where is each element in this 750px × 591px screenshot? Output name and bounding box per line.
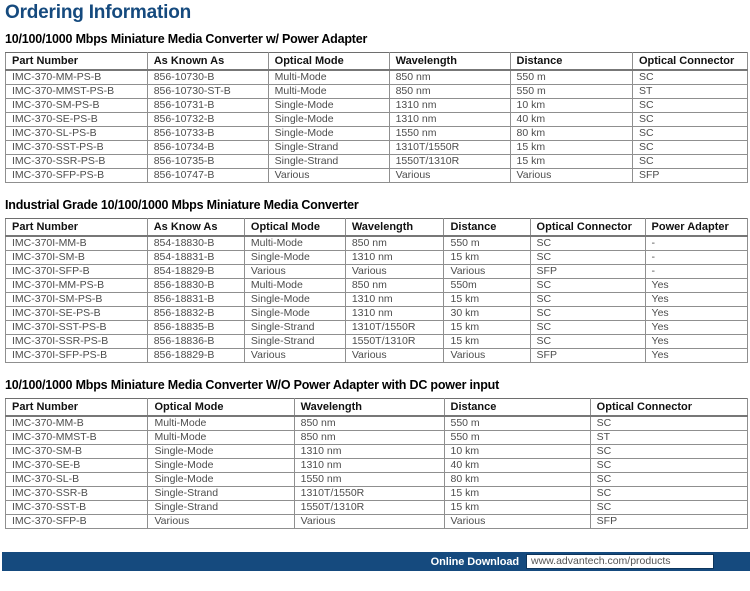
- table-cell: Various: [444, 515, 590, 529]
- table-cell: 15 km: [444, 321, 530, 335]
- table-cell: IMC-370I-SFP-B: [6, 265, 148, 279]
- table-cell: 856-18832-B: [147, 307, 244, 321]
- header-row: [6, 53, 748, 71]
- table-cell: SC: [530, 307, 645, 321]
- column-header: Optical Mode: [268, 53, 389, 71]
- table-cell: 15 km: [444, 251, 530, 265]
- table-cell: 30 km: [444, 307, 530, 321]
- table-cell: Multi-Mode: [148, 431, 294, 445]
- table-row: [6, 113, 748, 127]
- table-cell: Single-Mode: [268, 113, 389, 127]
- table-cell: SC: [632, 70, 747, 85]
- table-cell: 80 km: [444, 473, 590, 487]
- table-cell: 550 m: [444, 236, 530, 251]
- table-cell: 80 km: [510, 127, 632, 141]
- table-row: [6, 321, 748, 335]
- table-cell: 850 nm: [294, 431, 444, 445]
- table-cell: 15 km: [444, 487, 590, 501]
- table-cell: 1310 nm: [345, 293, 444, 307]
- table-row: [6, 416, 748, 431]
- table-cell: Various: [444, 265, 530, 279]
- online-download-label: Online Download: [430, 555, 519, 568]
- table-cell: Multi-Mode: [244, 279, 345, 293]
- table-cell: Single-Strand: [244, 321, 345, 335]
- table-cell: 1310T/1550R: [345, 321, 444, 335]
- table-cell: SC: [590, 487, 747, 501]
- table-cell: 850 nm: [345, 236, 444, 251]
- table-cell: 1310T/1550R: [389, 141, 510, 155]
- table-cell: SC: [530, 335, 645, 349]
- column-header: Wavelength: [294, 399, 444, 417]
- table-cell: SC: [590, 473, 747, 487]
- column-header: Wavelength: [389, 53, 510, 71]
- table-cell: 850 nm: [389, 70, 510, 85]
- column-header: Optical Mode: [148, 399, 294, 417]
- table-cell: Various: [148, 515, 294, 529]
- column-header: Optical Connector: [632, 53, 747, 71]
- table-cell: 15 km: [444, 335, 530, 349]
- footer-bar: [2, 552, 750, 571]
- table-cell: 1310 nm: [389, 99, 510, 113]
- table-cell: Single-Strand: [268, 155, 389, 169]
- table-cell: Various: [510, 169, 632, 183]
- table-cell: 1550 nm: [294, 473, 444, 487]
- table-row: [6, 293, 748, 307]
- table-cell: Various: [389, 169, 510, 183]
- table-cell: Yes: [645, 349, 747, 363]
- table-cell: SC: [632, 155, 747, 169]
- table-cell: SC: [530, 293, 645, 307]
- table-cell: Multi-Mode: [244, 236, 345, 251]
- table-cell: Yes: [645, 307, 747, 321]
- table-cell: Various: [345, 265, 444, 279]
- table-cell: 856-10735-B: [147, 155, 268, 169]
- table-row: [6, 431, 748, 445]
- table-row: [6, 265, 748, 279]
- column-header: Wavelength: [345, 219, 444, 237]
- table-cell: SFP: [590, 515, 747, 529]
- table-cell: 1550T/1310R: [345, 335, 444, 349]
- table-cell: Various: [268, 169, 389, 183]
- table-cell: 856-10730-ST-B: [147, 85, 268, 99]
- table-cell: IMC-370-SM-PS-B: [6, 99, 148, 113]
- table-cell: Single-Mode: [148, 445, 294, 459]
- table-cell: Single-Strand: [148, 487, 294, 501]
- table-cell: 856-10731-B: [147, 99, 268, 113]
- column-header: Optical Connector: [590, 399, 747, 417]
- table-row: [6, 127, 748, 141]
- table-cell: SFP: [530, 265, 645, 279]
- table-cell: ST: [590, 431, 747, 445]
- sections-container: [5, 33, 748, 529]
- table-cell: IMC-370-SST-B: [6, 501, 148, 515]
- table-cell: SFP: [632, 169, 747, 183]
- table-cell: 15 km: [510, 141, 632, 155]
- table-row: [6, 169, 748, 183]
- column-header: Optical Connector: [530, 219, 645, 237]
- table-cell: IMC-370-SL-PS-B: [6, 127, 148, 141]
- table-cell: Various: [244, 349, 345, 363]
- section-heading: 10/100/1000 Mbps Miniature Media Converter W/O Power Adapter with DC power input: [5, 378, 500, 392]
- column-header: Part Number: [6, 399, 148, 417]
- table-row: [6, 236, 748, 251]
- table-cell: IMC-370I-MM-B: [6, 236, 148, 251]
- table-cell: Multi-Mode: [148, 416, 294, 431]
- table-row: [6, 515, 748, 529]
- table-cell: SC: [632, 99, 747, 113]
- table-cell: IMC-370-SSR-B: [6, 487, 148, 501]
- table-cell: 1310 nm: [294, 445, 444, 459]
- table-cell: 40 km: [510, 113, 632, 127]
- table-cell: 1550T/1310R: [294, 501, 444, 515]
- table-cell: SC: [590, 416, 747, 431]
- table-cell: IMC-370I-SM-PS-B: [6, 293, 148, 307]
- table-row: [6, 307, 748, 321]
- table-cell: IMC-370-SST-PS-B: [6, 141, 148, 155]
- column-header: As Know As: [147, 219, 244, 237]
- column-header: Distance: [510, 53, 632, 71]
- table-cell: 550 m: [510, 70, 632, 85]
- table-cell: Yes: [645, 321, 747, 335]
- table-row: [6, 99, 748, 113]
- table-cell: Single-Mode: [148, 473, 294, 487]
- table-row: [6, 335, 748, 349]
- table-cell: 856-10732-B: [147, 113, 268, 127]
- table-cell: 550 m: [444, 431, 590, 445]
- table-row: [6, 459, 748, 473]
- table-row: [6, 155, 748, 169]
- table-row: [6, 445, 748, 459]
- table-cell: 1310 nm: [389, 113, 510, 127]
- table-cell: 850 nm: [294, 416, 444, 431]
- table-cell: Various: [294, 515, 444, 529]
- table-cell: 15 km: [444, 501, 590, 515]
- table-cell: IMC-370-SSR-PS-B: [6, 155, 148, 169]
- table-row: [6, 141, 748, 155]
- download-url-box[interactable]: [526, 554, 714, 569]
- table-row: [6, 85, 748, 99]
- table-cell: IMC-370-SL-B: [6, 473, 148, 487]
- table-cell: IMC-370I-SST-PS-B: [6, 321, 148, 335]
- table-cell: IMC-370I-SE-PS-B: [6, 307, 148, 321]
- table-cell: 856-10733-B: [147, 127, 268, 141]
- table-cell: 15 km: [444, 293, 530, 307]
- table-cell: 850 nm: [345, 279, 444, 293]
- column-header: Distance: [444, 399, 590, 417]
- table-cell: Single-Mode: [244, 293, 345, 307]
- product-table: [5, 52, 748, 183]
- table-cell: SC: [530, 321, 645, 335]
- column-header: Distance: [444, 219, 530, 237]
- table-cell: 850 nm: [389, 85, 510, 99]
- table-cell: Single-Mode: [244, 251, 345, 265]
- table-cell: SC: [530, 251, 645, 265]
- table-cell: SC: [632, 127, 747, 141]
- table-cell: 856-18831-B: [147, 293, 244, 307]
- table-cell: Various: [345, 349, 444, 363]
- table-cell: Yes: [645, 293, 747, 307]
- table-cell: SFP: [530, 349, 645, 363]
- table-cell: Various: [444, 349, 530, 363]
- table-cell: Single-Strand: [148, 501, 294, 515]
- column-header: Power Adapter: [645, 219, 747, 237]
- table-cell: SC: [632, 141, 747, 155]
- table-cell: 854-18829-B: [147, 265, 244, 279]
- product-table: [5, 398, 748, 529]
- table-cell: Single-Strand: [268, 141, 389, 155]
- table-cell: 854-18830-B: [147, 236, 244, 251]
- table-cell: Various: [244, 265, 345, 279]
- table-cell: 10 km: [444, 445, 590, 459]
- table-cell: 1310T/1550R: [294, 487, 444, 501]
- table-cell: -: [645, 236, 747, 251]
- table-cell: Single-Mode: [268, 127, 389, 141]
- section-heading: Industrial Grade 10/100/1000 Mbps Miniature Media Converter: [5, 198, 359, 212]
- table-row: [6, 70, 748, 85]
- table-row: [6, 473, 748, 487]
- page-title: Ordering Information: [5, 2, 192, 23]
- table-cell: 1310 nm: [345, 307, 444, 321]
- table-cell: 856-18836-B: [147, 335, 244, 349]
- product-table: [5, 218, 748, 363]
- table-cell: SC: [590, 459, 747, 473]
- table-cell: 15 km: [510, 155, 632, 169]
- table-cell: SC: [530, 279, 645, 293]
- table-cell: SC: [530, 236, 645, 251]
- header-row: [6, 399, 748, 417]
- table-cell: Single-Mode: [148, 459, 294, 473]
- table-cell: IMC-370-MM-PS-B: [6, 70, 148, 85]
- table-cell: 550 m: [510, 85, 632, 99]
- table-cell: IMC-370I-MM-PS-B: [6, 279, 148, 293]
- column-header: As Known As: [147, 53, 268, 71]
- column-header: Part Number: [6, 219, 148, 237]
- table-cell: IMC-370-MMST-PS-B: [6, 85, 148, 99]
- table-row: [6, 251, 748, 265]
- table-cell: 1310 nm: [345, 251, 444, 265]
- table-cell: IMC-370I-SSR-PS-B: [6, 335, 148, 349]
- table-cell: IMC-370-MM-B: [6, 416, 148, 431]
- table-cell: 856-10730-B: [147, 70, 268, 85]
- table-cell: SC: [590, 445, 747, 459]
- table-cell: 550 m: [444, 416, 590, 431]
- table-cell: Single-Strand: [244, 335, 345, 349]
- table-cell: 550m: [444, 279, 530, 293]
- table-cell: ST: [632, 85, 747, 99]
- table-cell: 1310 nm: [294, 459, 444, 473]
- table-cell: IMC-370I-SFP-PS-B: [6, 349, 148, 363]
- download-url-text[interactable]: www.advantech.com/products: [531, 555, 671, 567]
- header-row: [6, 219, 748, 237]
- product-section: [5, 199, 748, 363]
- product-section: [5, 379, 748, 529]
- table-cell: Multi-Mode: [268, 85, 389, 99]
- table-cell: IMC-370-SE-B: [6, 459, 148, 473]
- section-heading: 10/100/1000 Mbps Miniature Media Converter w/ Power Adapter: [5, 32, 368, 46]
- table-row: [6, 279, 748, 293]
- column-header: Part Number: [6, 53, 148, 71]
- table-cell: Yes: [645, 335, 747, 349]
- table-cell: 854-18831-B: [147, 251, 244, 265]
- table-cell: 856-18829-B: [147, 349, 244, 363]
- table-cell: -: [645, 265, 747, 279]
- table-cell: SC: [590, 501, 747, 515]
- table-cell: IMC-370-MMST-B: [6, 431, 148, 445]
- table-row: [6, 349, 748, 363]
- table-row: [6, 487, 748, 501]
- table-cell: 40 km: [444, 459, 590, 473]
- table-cell: 856-10734-B: [147, 141, 268, 155]
- table-cell: Multi-Mode: [268, 70, 389, 85]
- table-cell: Single-Mode: [268, 99, 389, 113]
- table-cell: 856-18835-B: [147, 321, 244, 335]
- table-cell: 1550T/1310R: [389, 155, 510, 169]
- product-section: [5, 33, 748, 183]
- table-cell: IMC-370-SFP-B: [6, 515, 148, 529]
- table-cell: IMC-370-SFP-PS-B: [6, 169, 148, 183]
- table-cell: IMC-370I-SM-B: [6, 251, 148, 265]
- table-cell: SC: [632, 113, 747, 127]
- table-cell: IMC-370-SM-B: [6, 445, 148, 459]
- table-cell: IMC-370-SE-PS-B: [6, 113, 148, 127]
- table-row: [6, 501, 748, 515]
- table-cell: 10 km: [510, 99, 632, 113]
- table-cell: Single-Mode: [244, 307, 345, 321]
- table-cell: 1550 nm: [389, 127, 510, 141]
- table-cell: Yes: [645, 279, 747, 293]
- table-cell: 856-10747-B: [147, 169, 268, 183]
- column-header: Optical Mode: [244, 219, 345, 237]
- table-cell: 856-18830-B: [147, 279, 244, 293]
- table-cell: -: [645, 251, 747, 265]
